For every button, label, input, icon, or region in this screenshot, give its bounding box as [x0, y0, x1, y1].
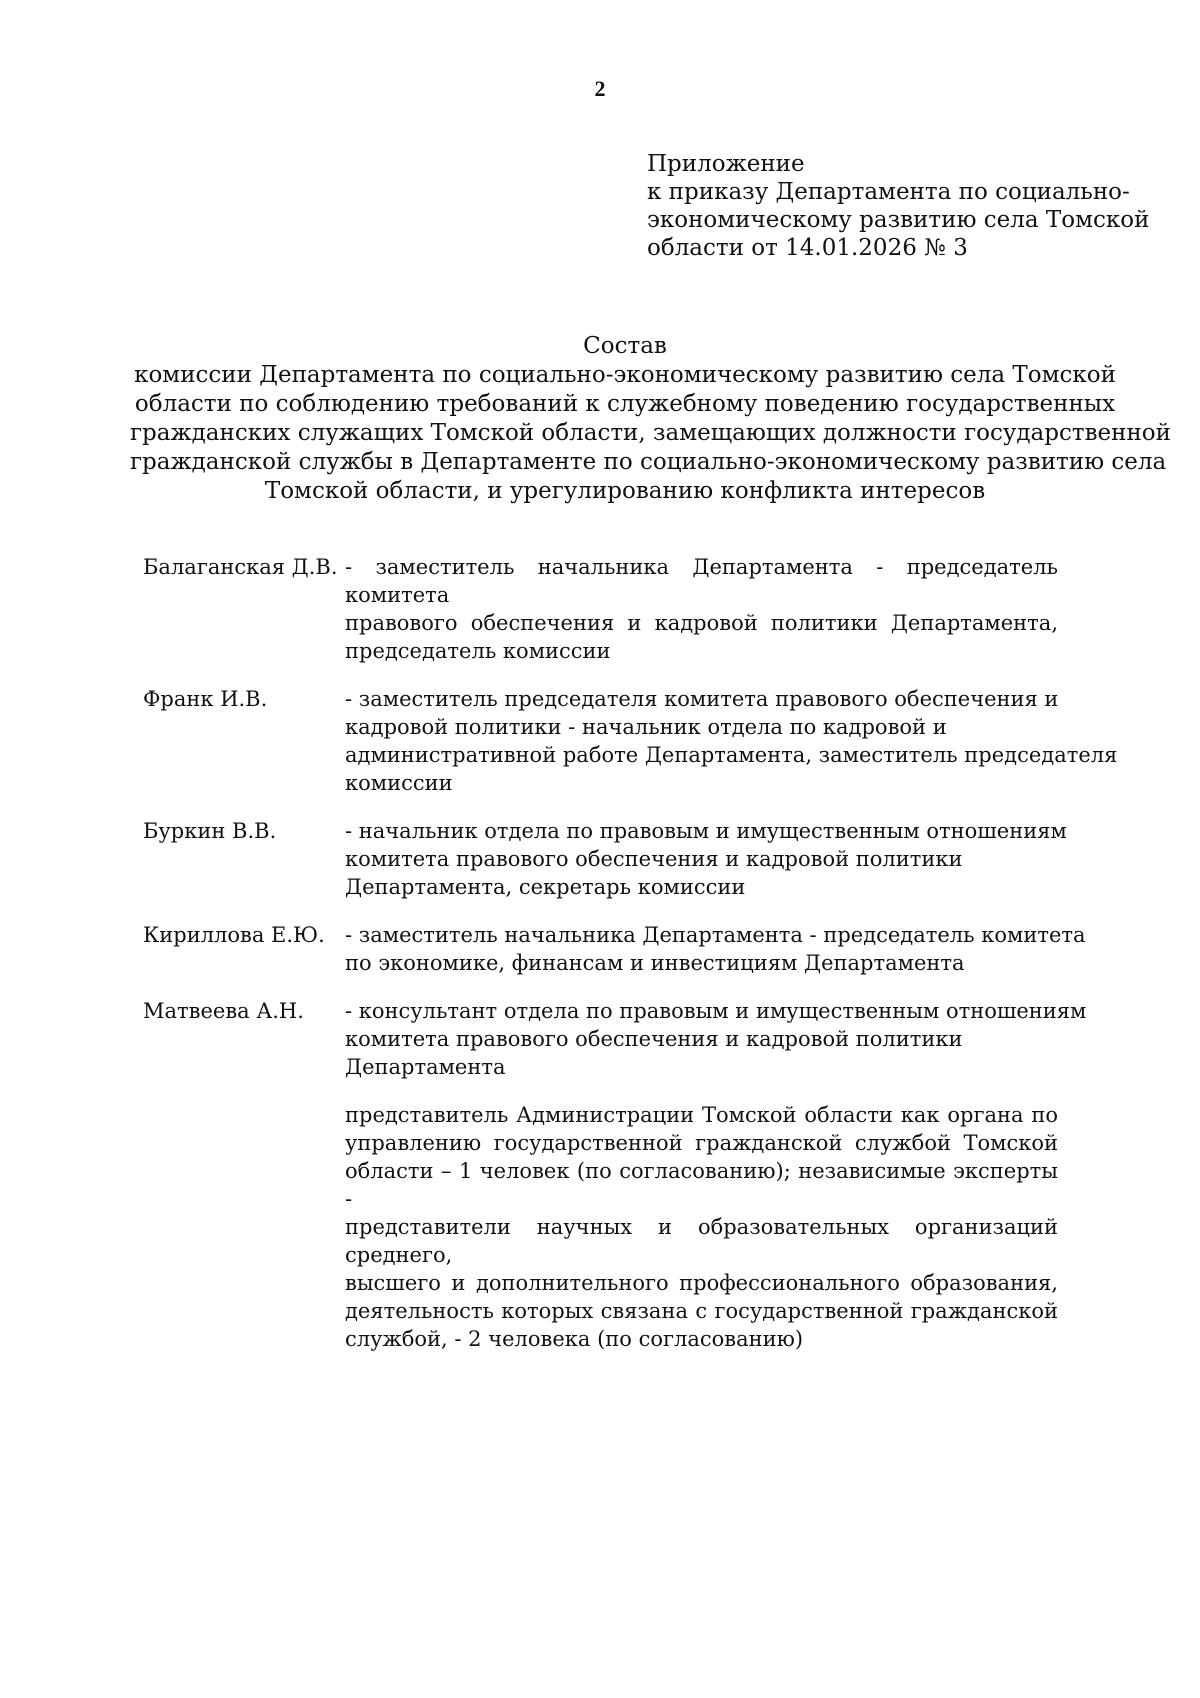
title-line: области по соблюдению требований к служебному поведению государственных: [134, 391, 1116, 417]
title-line: Томской области, и урегулированию конфликта интересов: [264, 478, 986, 504]
appendix-block: [647, 150, 1150, 262]
appendix-line: экономическому развитию села Томской: [647, 207, 1150, 233]
appendix-line: к приказу Департамента по социально-: [647, 179, 1130, 205]
title-line: гражданских служащих Томской области, замещающих должности государственной: [130, 420, 1171, 446]
member-row: [143, 997, 1087, 1081]
role-line: председатель комиссии: [345, 639, 611, 663]
role-line: Департамента, секретарь комиссии: [345, 875, 746, 899]
note-line: области – 1 человек (по согласованию); независимые эксперты -: [345, 1159, 1058, 1211]
note-line: деятельность которых связана с государственной гражданской: [345, 1299, 1058, 1323]
member-role: [345, 553, 1058, 665]
role-line: - заместитель председателя комитета правового обеспечения и: [345, 687, 1059, 711]
role-line: правового обеспечения и кадровой политики Департамента,: [345, 611, 1058, 635]
title-line: комиссии Департамента по социально-экономическому развитию села Томской: [134, 362, 1116, 388]
role-line: по экономике, финансам и инвестициям Департамента: [345, 951, 965, 975]
role-line: кадровой политики - начальник отдела по кадровой и: [345, 715, 947, 739]
role-line: - заместитель начальника Департамента - председатель комитета: [345, 923, 1086, 947]
member-row: [143, 921, 1086, 977]
role-line: - заместитель начальника Департамента - председатель комитета: [345, 555, 1058, 607]
role-line: Департамента: [345, 1055, 506, 1079]
appendix-line: области от 14.01.2026 № 3: [647, 235, 968, 261]
member-name: Франк И.В.: [143, 687, 268, 711]
role-line: комитета правового обеспечения и кадровой политики: [345, 1027, 963, 1051]
role-line: - консультант отдела по правовым и имущественным отношениям: [345, 999, 1087, 1023]
note-line: службой, - 2 человека (по согласованию): [345, 1327, 804, 1351]
note-line: представители научных и образовательных организаций среднего,: [345, 1215, 1058, 1267]
members-list: [143, 553, 1118, 1353]
page-number: 2: [594, 76, 606, 101]
note-line: высшего и дополнительного профессионального образования,: [345, 1271, 1058, 1295]
member-row: [143, 685, 1118, 797]
document-title: [130, 332, 1171, 506]
title-heading: Состав: [583, 333, 667, 359]
member-role: [345, 817, 1067, 901]
note-line: управлению государственной гражданской службой Томской: [345, 1131, 1058, 1155]
member-role: [345, 997, 1086, 1081]
member-name: Балаганская Д.В.: [143, 555, 338, 579]
role-line: комитета правового обеспечения и кадровой политики: [345, 847, 963, 871]
title-line: гражданской службы в Департаменте по социально-экономическому развитию села: [130, 449, 1167, 475]
member-role: [345, 685, 1117, 797]
member-row: [143, 553, 1058, 665]
member-role: [345, 921, 1086, 977]
role-line: комиссии: [345, 771, 453, 795]
representatives-note: [345, 1101, 1058, 1353]
member-name: Матвеева А.Н.: [143, 999, 304, 1023]
note-line: представитель Администрации Томской области как органа по: [345, 1103, 1058, 1127]
member-row: [143, 817, 1067, 901]
role-line: административной работе Департамента, заместитель председателя: [345, 743, 1118, 767]
member-name: Буркин В.В.: [143, 819, 277, 843]
member-name: Кириллова Е.Ю.: [143, 923, 325, 947]
role-line: - начальник отдела по правовым и имущественным отношениям: [345, 819, 1067, 843]
appendix-line: Приложение: [647, 151, 805, 177]
